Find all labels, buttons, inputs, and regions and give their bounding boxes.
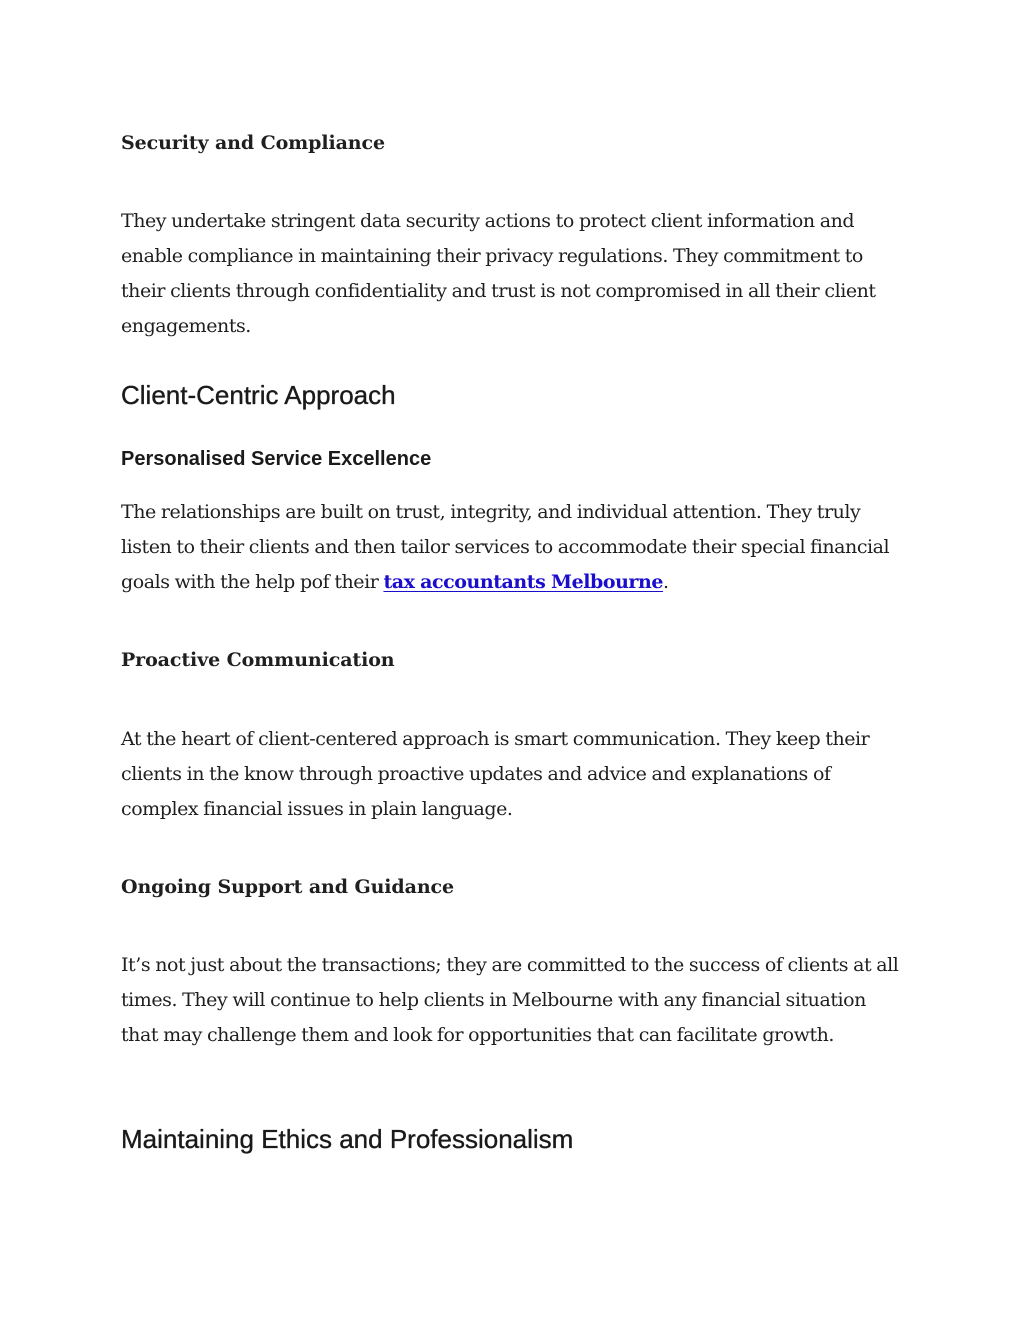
- section-heading-proactive-communication: Proactive Communication: [121, 649, 395, 671]
- paragraph-text-before-link: The relationships are built on trust, integrity, and individual attention. They truly listen to their clients and then tailor services to accommodate their special financial goals with the help pof their: [121, 501, 890, 593]
- paragraph-security: They undertake stringent data security actions to protect client information and enable compliance in maintaining their privacy regulations. They commitment to their clients through confidentiality and trust is not compromised in all their client engagements.: [121, 210, 876, 337]
- paragraph-proactive-communication: At the heart of client-centered approach is smart communication. They keep their clients in the know through proactive updates and advice and explanations of complex financial issues in plain language.: [121, 728, 870, 820]
- paragraph-text-after-link: .: [663, 571, 669, 593]
- subheading-personalised-service: Personalised Service Excellence: [121, 448, 432, 470]
- tax-accountants-melbourne-link[interactable]: tax accountants Melbourne: [383, 571, 663, 593]
- section-title-client-centric: Client-Centric Approach: [121, 380, 396, 410]
- section-heading-security: Security and Compliance: [121, 132, 385, 154]
- section-heading-ongoing-support: Ongoing Support and Guidance: [121, 876, 454, 898]
- section-title-ethics-professionalism: Maintaining Ethics and Professionalism: [121, 1124, 574, 1154]
- paragraph-personalised-service: [121, 495, 901, 600]
- paragraph-ongoing-support: It’s not just about the transactions; they are committed to the success of clients at all times. They will continue to help clients in Melbourne with any financial situation that may challenge them and look for opportunities that can facilitate growth.: [121, 954, 899, 1046]
